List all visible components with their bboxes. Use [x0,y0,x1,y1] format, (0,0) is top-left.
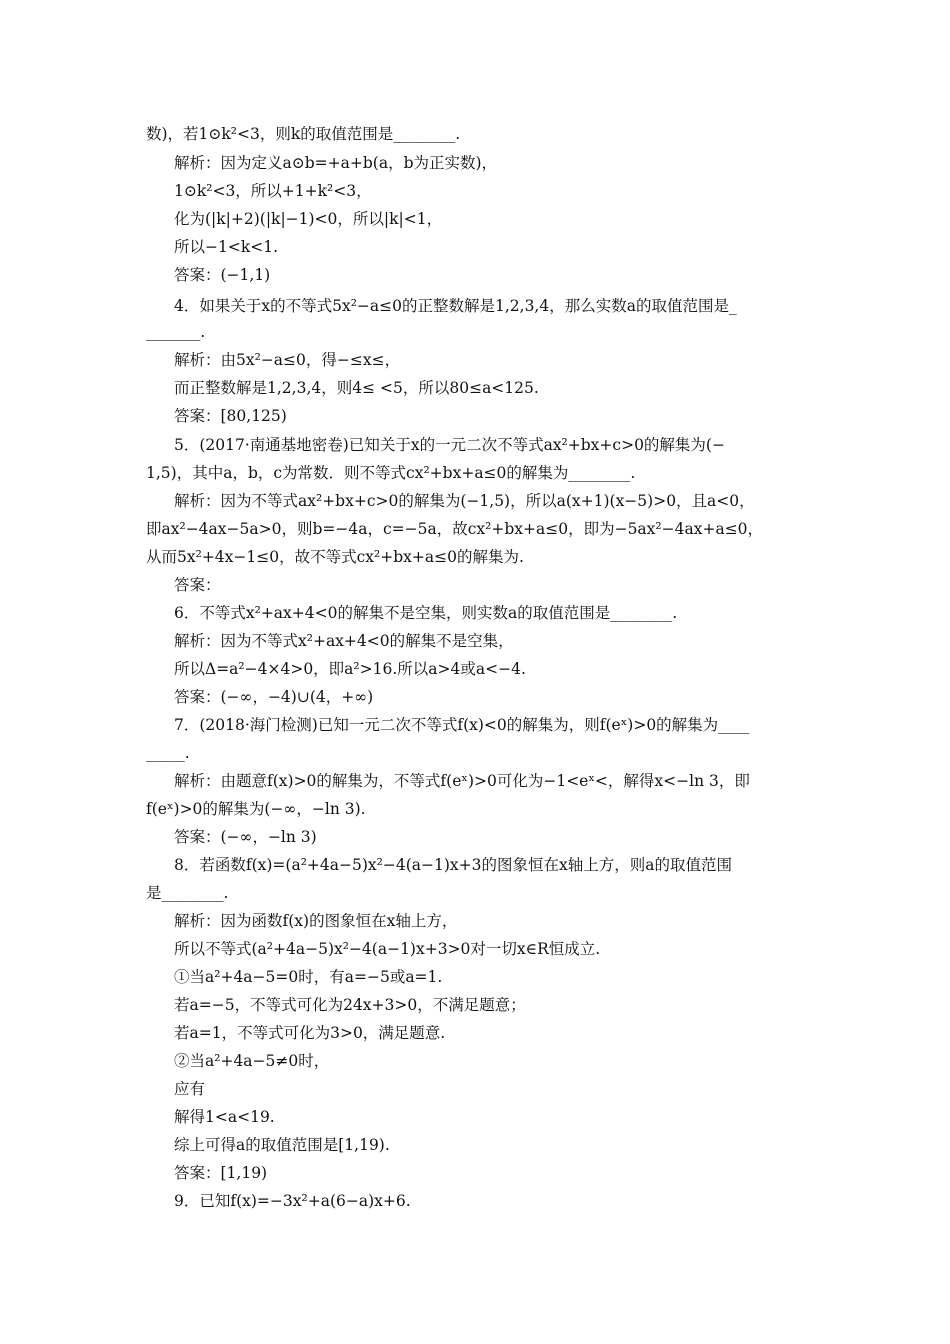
text-line: 而正整数解是1,2,3,4，则4≤ <5，所以80≤a<125. [174,379,539,397]
text-line: 解析：因为不等式ax²+bx+c>0的解集为(−1,5)，所以a(x+1)(x−5)>0，且a<0， [174,492,755,510]
text-line: 解得1<a<19. [174,1108,275,1126]
text-line: 答案：[1,19) [174,1164,268,1182]
text-line: 若a=−5，不等式可化为24x+3>0，不满足题意； [174,996,526,1014]
text-line: f(eˣ)>0的解集为(−∞，−ln 3). [146,800,366,818]
text-line: _____. [146,744,190,762]
text-line: 4．如果关于x的不等式5x²−a≤0的正整数解是1,2,3,4，那么实数a的取值范围是_ [174,297,737,315]
text-line: 解析：由题意f(x)>0的解集为，不等式f(eˣ)>0可化为−1<eˣ<，解得x<−ln 3，即 [174,772,750,790]
text-line: 即ax²−4ax−5a>0，则b=−4a，c=−5a，故cx²+bx+a≤0，即为−5ax²−4ax+a≤0， [146,520,764,538]
text-line: 9．已知f(x)=−3x²+a(6−a)x+6. [174,1192,411,1210]
text-line: 答案：(−1,1) [174,266,271,284]
text-line: ①当a²+4a−5=0时，有a=−5或a=1. [174,968,443,986]
text-line: 综上可得a的取值范围是[1,19). [174,1136,390,1154]
text-line: 数)，若1⊙k²<3，则k的取值范围是________. [146,125,461,143]
text-line: 5．(2017·南通基地密卷)已知关于x的一元二次不等式ax²+bx+c>0的解集为(− [174,436,725,454]
text-line: 若a=1，不等式可化为3>0，满足题意. [174,1024,446,1042]
text-line: 答案：(−∞，−ln 3) [174,828,317,846]
text-line: 6．不等式x²+ax+4<0的解集不是空集，则实数a的取值范围是________. [174,604,678,622]
text-line: 1,5)，其中a，b，c为常数．则不等式cx²+bx+a≤0的解集为________. [146,464,636,482]
text-line: 解析：因为不等式x²+ax+4<0的解集不是空集， [174,632,514,650]
text-line: 解析：由5x²−a≤0，得−≤x≤， [174,351,401,369]
text-line: 1⊙k²<3，所以+1+k²<3， [174,182,372,200]
text-line: 解析：因为定义a⊙b=+a+b(a，b为正实数)， [174,154,498,172]
text-line: 所以Δ=a²−4×4>0，即a²>16.所以a>4或a<−4. [174,660,526,678]
text-line: _______. [146,323,206,341]
text-line: 所以不等式(a²+4a−5)x²−4(a−1)x+3>0对一切x∈R恒成立. [174,940,601,958]
text-line: 从而5x²+4x−1≤0，故不等式cx²+bx+a≤0的解集为. [146,548,524,566]
text-line: 是________. [146,884,229,902]
text-line: 答案：(−∞，−4)∪(4，+∞) [174,688,374,706]
text-line: 化为(|k|+2)(|k|−1)<0，所以|k|<1， [174,210,443,228]
text-line: 应有 [174,1080,206,1098]
text-line: 答案： [174,576,221,594]
text-line: ②当a²+4a−5≠0时， [174,1052,330,1070]
text-line: 8．若函数f(x)=(a²+4a−5)x²−4(a−1)x+3的图象恒在x轴上方，则a的取值范围 [174,856,732,874]
text-line: 解析：因为函数f(x)的图象恒在x轴上方， [174,912,458,930]
text-line: 答案：[80,125) [174,407,287,425]
text-line: 7．(2018·海门检测)已知一元二次不等式f(x)<0的解集为，则f(eˣ)>0的解集为____ [174,716,750,734]
text-line: 所以−1<k<1. [174,238,279,256]
